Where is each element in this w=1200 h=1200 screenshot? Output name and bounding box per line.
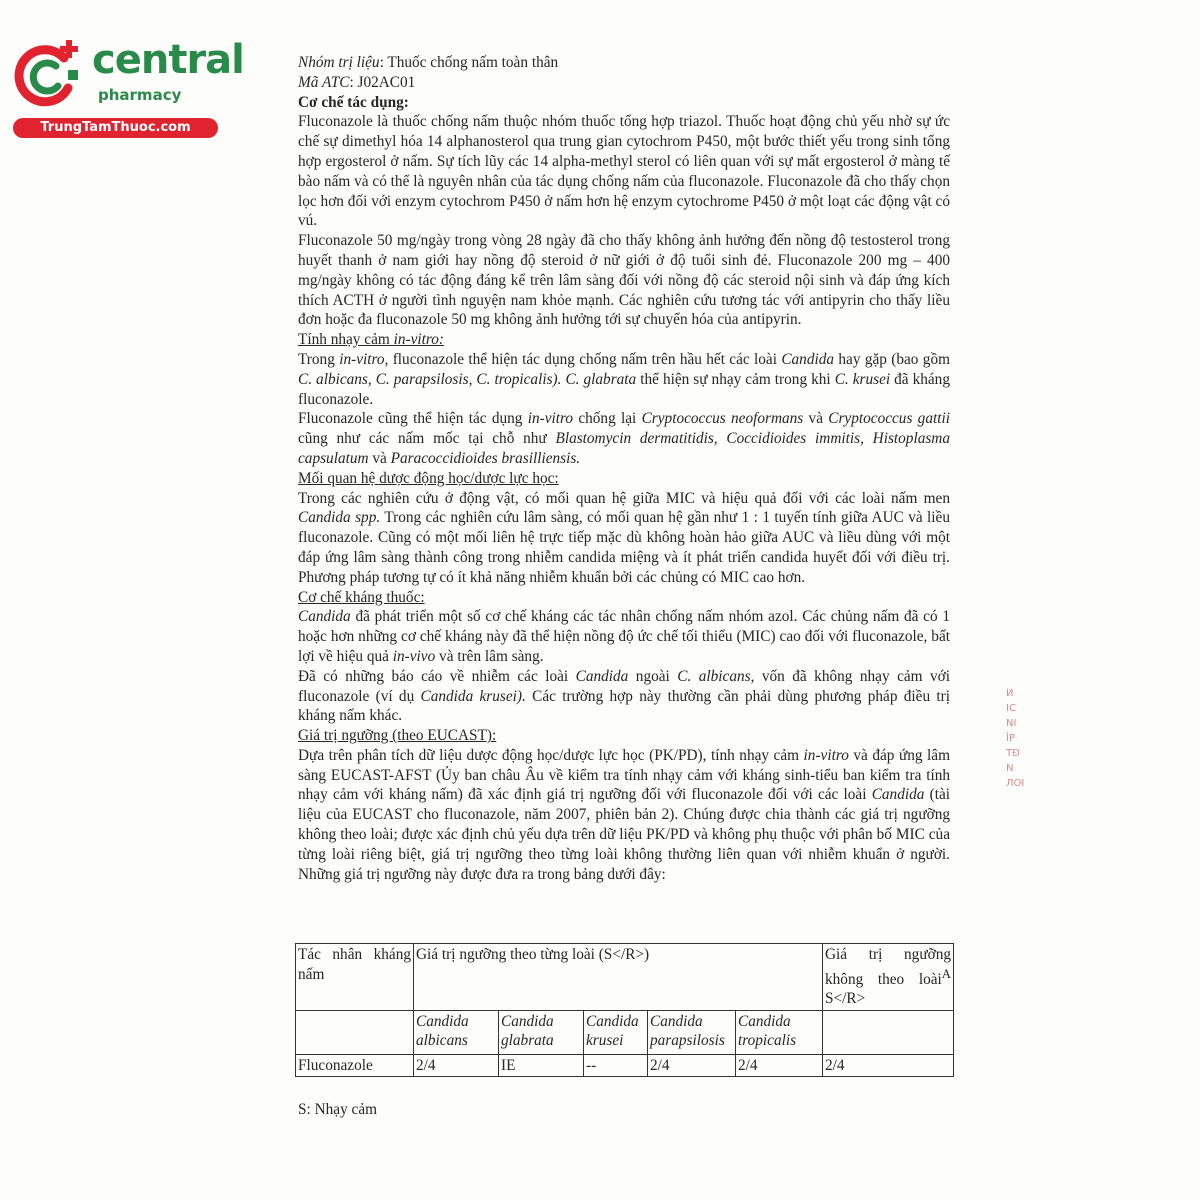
species-cell-tropicalis: Candida tropicalis [736, 1010, 823, 1054]
header-nonspecies-cell: Giá trị ngưỡng không theo loài$^A$ S</R> [823, 944, 954, 1011]
resistance-paragraph-2: Đã có những báo cáo về nhiễm các loài Candida ngoài C. albicans, vốn đã không nhạy cảm với fluconazole (ví dụ Candida krusei). Các trường hợp này thường cần phải dùng phương pháp điều trị kháng nấm khác. [298, 667, 951, 725]
species-cell-glabrata: Candida glabrata [499, 1010, 584, 1054]
stamp-fragment: ІС [1006, 703, 1016, 714]
mechanism-heading: Cơ chế tác dụng: [298, 93, 409, 111]
pkpd-paragraph: Trong các nghiên cứu ở động vật, có mối quan hệ giữa MIC và hiệu quả đối với các loài nấm men Candida spp. Trong các nghiên cứu lâm sàng, có mối quan hệ gần như 1 : 1 tuyến tính giữa AUC và liều fluconazole. Cũng có một mối liên hệ trực tiếp mặc dù không hoàn hảo giữa AUC và liều dùng với một đáp ứng lâm sàng thành công trong nhiễm candida miệng và ít phát triển candida huyết đối với điều trị. Phương pháp tương tự có ít khả năng nhiễm khuẩn bởi các chủng có MIC cao hơn. [298, 489, 950, 586]
therapeutic-group-line: Nhóm trị liệu: Thuốc chống nấm toàn thân [298, 54, 559, 71]
stamp-fragment: NI [1006, 718, 1017, 729]
stamp-fragment: ЛОІ [1006, 778, 1025, 789]
species-cell-parapsilosis: Candida parapsilosis [648, 1010, 736, 1054]
sensitivity-paragraph-1: Trong in-vitro, fluconazole thể hiện tác dụng chống nấm trên hầu hết các loài Candida hay gặp (bao gồm C. albicans, C. parapsilosis, C. tropicalis). C. glabrata thể hiện sự nhạy cảm trong khi C. krusei đã kháng fluconazole. [298, 350, 950, 408]
stamp-fragment: N [1006, 763, 1014, 774]
margin-stamp [1006, 686, 1025, 791]
header-species-cell: Giá trị ngưỡng theo từng loài (S</R>) [414, 944, 823, 1011]
logo-brand-subtitle: pharmacy [98, 86, 182, 104]
stamp-fragment: İP [1006, 733, 1015, 744]
logo-website-band: TrungTamThuoc.com [13, 118, 218, 138]
resistance-heading: Cơ chế kháng thuốc: [298, 588, 425, 606]
breakpoint-table [295, 943, 954, 1077]
value-cell: 2/4 [823, 1054, 954, 1077]
pkpd-heading: Mối quan hệ dược động học/dược lực học: [298, 469, 559, 487]
drug-name-cell: Fluconazole [296, 1054, 414, 1077]
table-header-row [296, 944, 954, 1011]
header-agent-cell: Tác nhân kháng nấm [296, 944, 414, 1011]
breakpoint-paragraph: Dựa trên phân tích dữ liệu dược động học/dược lực học (PK/PD), tính nhạy cảm in-vitro và đáp ứng lâm sàng EUCAST-AFST (Ủy ban châu Âu về kiểm tra tính nhạy cảm với kháng sinh-tiểu ban kiểm tra tính nhạy cảm với kháng nấm) đã xác định giá trị ngưỡng đối với fluconazole đối với các loài Candida (tài liệu của EUCAST cho fluconazole, năm 2007, phiên bản 2). Chúng được chia thành các giá trị ngưỡng không theo loài; được xác định chủ yếu dựa trên dữ liệu PK/PD và không phụ thuộc với phân bố MIC của từng loài riêng biệt, giá trị ngưỡng theo từng loài không thường liên quan với nhiễm khuẩn ở người. Những giá trị ngưỡng này được đưa ra trong bảng dưới đây: [298, 746, 951, 883]
value-cell: 2/4 [414, 1054, 499, 1077]
table-row [296, 1054, 954, 1077]
table-cell [296, 1010, 414, 1054]
breakpoint-heading: Giá trị ngưỡng (theo EUCAST): [298, 727, 497, 745]
central-pharmacy-logo-icon [8, 36, 88, 116]
stamp-fragment: И [1006, 688, 1014, 699]
species-cell-albicans: Candida albicans [414, 1010, 499, 1054]
footnote: S: Nhạy cảm [298, 1101, 378, 1118]
mechanism-paragraph-2: Fluconazole 50 mg/ngày trong vòng 28 ngày đã cho thấy không ảnh hưởng đến nồng độ testosterol trong huyết thanh ở nam giới hay nồng độ steroid ở nữ giới ở độ tuổi sinh đẻ. Fluconazole 200 mg – 400 mg/ngày không có tác động đáng kể trên lâm sàng đối với nồng độ các steroid nội sinh và đáp ứng kích thích ACTH ở người tình nguyện nam khỏe mạnh. Các nghiên cứu tương tác với antipyrin cho thấy liều đơn hoặc đa fluconazole 50 mg không ảnh hưởng tới sự chuyển hóa của antipyrin. [298, 232, 950, 329]
stamp-fragment: ТĐ [1006, 748, 1020, 759]
value-cell: 2/4 [648, 1054, 736, 1077]
sensitivity-paragraph-2: Fluconazole cũng thể hiện tác dụng in-vitro chống lại Cryptococcus neoformans và Cryptococcus gattii cũng như các nấm mốc tại chỗ như Blastomycin dermatitidis, Coccidioides immitis, Histoplasma capsulatum và Paracoccidioides brasilliensis. [298, 410, 950, 467]
mechanism-paragraph-1: Fluconazole là thuốc chống nấm thuộc nhóm thuốc tổng hợp triazol. Thuốc hoạt động chủ yếu nhờ sự ức chế sự dimethyl hóa 14 alphanosterol qua trung gian cytochrom P450, một bước thiết yếu trong sinh tổng hợp ergosterol ở nấm. Sự tích lũy các 14 alpha-methyl sterol có liên quan với sự mất ergosterol ở màng tế bào nấm và có thể là nguyên nhân của tác dụng chống nấm của fluconazole. Fluconazole đã cho thấy chọn lọc hơn đối với enzym cytochrom P450 ở nấm hơn hệ enzym cytochrome P450 ở một loạt các động vật có vú. [298, 113, 950, 230]
drug-leaflet-text [298, 53, 950, 884]
table-cell [823, 1010, 954, 1054]
value-cell: IE [499, 1054, 584, 1077]
atc-code-line: Mã ATC: J02AC01 [298, 73, 416, 91]
pharmacy-logo [8, 36, 244, 136]
logo-brand-name: central [92, 37, 244, 83]
table-species-row [296, 1010, 954, 1054]
value-cell: 2/4 [736, 1054, 823, 1077]
value-cell: -- [584, 1054, 648, 1077]
resistance-paragraph-1: Candida đã phát triển một số cơ chế kháng các tác nhân chống nấm nhóm azol. Các chủng nấm đã có 1 hoặc hơn những cơ chế kháng này đã thể hiện nồng độ ức chế tối thiểu (MIC) cao đối với fluconazole, bất lợi về hiệu quả in-vivo và trên lâm sàng. [298, 608, 950, 665]
species-cell-krusei: Candida krusei [584, 1010, 648, 1054]
sensitivity-heading: Tính nhạy cảm in-vitro: [298, 331, 444, 349]
